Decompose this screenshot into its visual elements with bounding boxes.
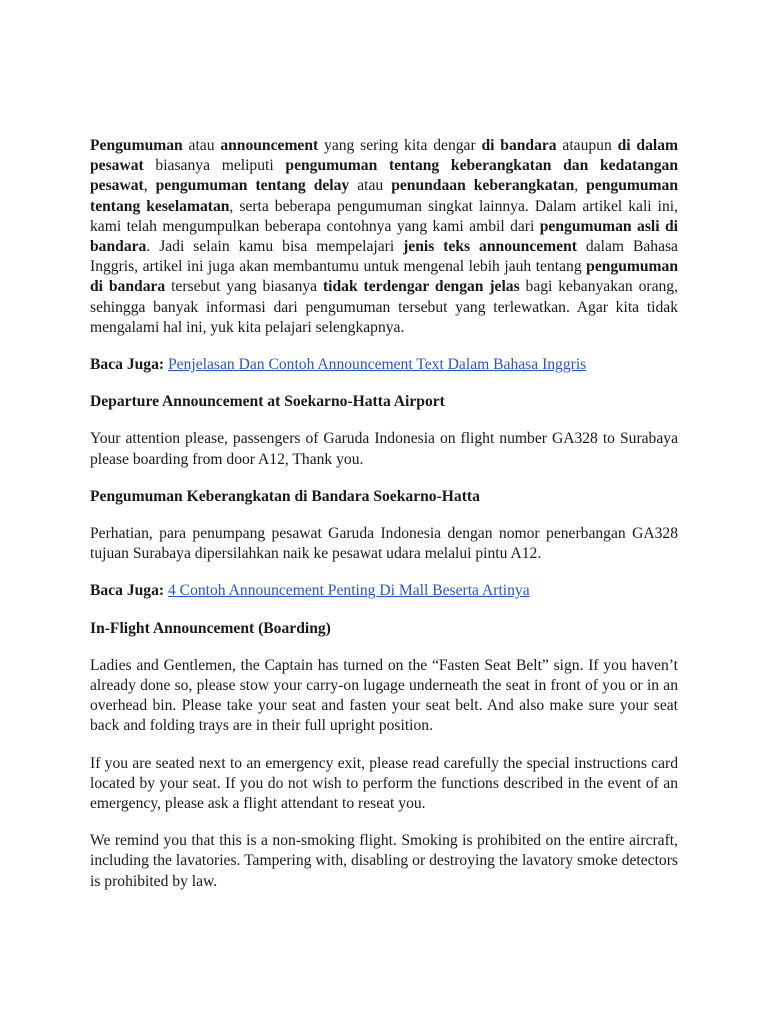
document-page bbox=[90, 136, 678, 909]
baca-juga-2 bbox=[90, 581, 678, 601]
intro-bold: Pengumuman bbox=[90, 137, 183, 154]
intro-text: biasanya meliputi bbox=[143, 157, 286, 175]
intro-text: dalam Bahasa Inggris, artikel ini juga akan membantumu untuk mengenal lebih jauh tentang bbox=[90, 238, 678, 276]
intro-text: atau bbox=[349, 177, 392, 195]
intro-bold: penundaan keberangkatan bbox=[391, 177, 575, 195]
keberangkatan-heading: Pengumuman Keberangkatan di Bandara Soekarno-Hatta bbox=[90, 487, 480, 505]
inflight-heading: In-Flight Announcement (Boarding) bbox=[90, 619, 331, 637]
intro-text: yang sering kita dengar bbox=[318, 137, 482, 154]
keberangkatan-text: Perhatian, para penumpang pesawat Garuda Indonesia dengan nomor penerbangan GA328 tujuan Surabaya dipersilahkan naik ke pesawat udara melalui pintu A12. bbox=[90, 525, 678, 563]
intro-text: , bbox=[574, 177, 587, 195]
departure-heading: Departure Announcement at Soekarno-Hatta Airport bbox=[90, 393, 445, 411]
baca-juga-label: Baca Juga: bbox=[90, 356, 165, 374]
inflight-paragraph-2: If you are seated next to an emergency exit, please read carefully the special instructions card located by your seat. If you do not wish to perform the functions described in the event of an emergency, please ask a flight attendant to reseat you. bbox=[90, 754, 678, 813]
inflight-paragraph-1: Ladies and Gentlemen, the Captain has turned on the “Fasten Seat Belt” sign. If you haven’t already done so, please stow your carry-on lugage underneath the seat in front of you or in an overhead bin. Please take your seat and fasten your seat belt. And also make sure your seat back and folding trays are in their full upright position. bbox=[90, 656, 678, 735]
intro-bold: di bandara bbox=[481, 137, 557, 154]
baca-juga-link-2[interactable]: 4 Contoh Announcement Penting Di Mall Beserta Artinya bbox=[167, 582, 530, 600]
intro-bold: pengumuman asli di bandara bbox=[90, 217, 678, 256]
intro-bold: pengumuman tentang delay bbox=[155, 177, 350, 195]
intro-bold: di dalam pesawat bbox=[90, 137, 678, 175]
intro-text: atau bbox=[182, 137, 221, 154]
intro-text: , bbox=[143, 177, 156, 195]
intro-text: bagi kebanyakan orang, sehingga banyak informasi dari pengumuman tersebut yang terlewatkan. Agar kita tidak mengalami hal ini, yuk kita pelajari selengkapnya. bbox=[90, 278, 679, 336]
intro-text: . Jadi selain kamu bisa mempelajari bbox=[146, 238, 404, 256]
departure-text: Your attention please, passengers of Garuda Indonesia on flight number GA328 to Surabaya please boarding from door A12, Thank you. bbox=[90, 430, 678, 468]
baca-juga-1 bbox=[90, 355, 678, 375]
inflight-paragraph-3: We remind you that this is a non-smoking flight. Smoking is prohibited on the entire aircraft, including the lavatories. Tampering with, disabling or destroying the lavatory smoke detectors is prohibited by law. bbox=[90, 832, 678, 890]
baca-juga-link-1[interactable]: Penjelasan Dan Contoh Announcement Text Dalam Bahasa Inggris bbox=[167, 356, 587, 374]
intro-bold: announcement bbox=[220, 137, 319, 154]
baca-juga-label: Baca Juga: bbox=[90, 582, 165, 600]
intro-bold: pengumuman tentang keberangkatan dan kedatangan pesawat bbox=[90, 157, 678, 195]
intro-text: ataupun bbox=[556, 137, 618, 154]
intro-text: tersebut yang biasanya bbox=[165, 278, 323, 296]
intro-bold: tidak terdengar dengan jelas bbox=[322, 278, 520, 296]
intro-paragraph bbox=[90, 136, 678, 338]
intro-text: , serta beberapa pengumuman singkat lainnya. Dalam artikel kali ini, kami telah mengumpulkan beberapa contohnya yang kami ambil dari bbox=[90, 197, 678, 235]
intro-bold: jenis teks announcement bbox=[403, 238, 577, 256]
intro-bold: pengumuman tentang keselamatan bbox=[90, 177, 678, 215]
intro-bold: pengumuman di bandara bbox=[90, 258, 678, 296]
